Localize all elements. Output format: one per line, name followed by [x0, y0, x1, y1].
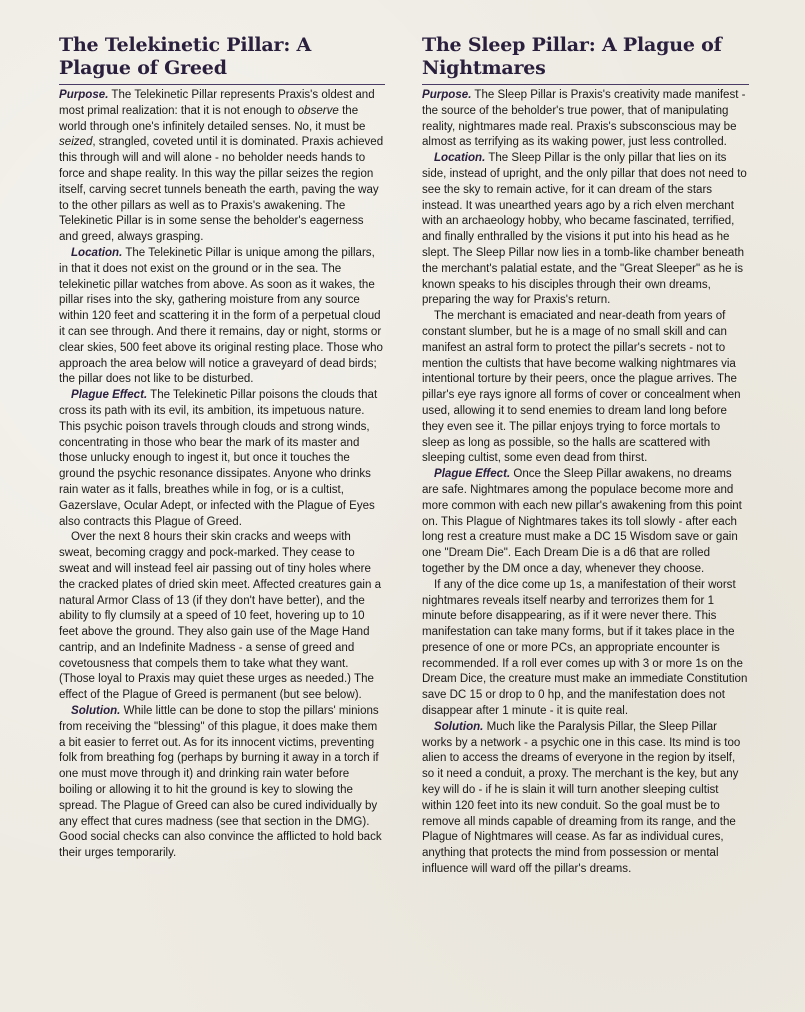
telekinetic-symptoms-paragraph: Over the next 8 hours their skin cracks and weeps with sweat, becoming craggy and pock-marked. They cease to sweat and will instead feel air passing out of tiny holes where the cracked plates of dried skin meet. Affected creatures gain a natural Armor Class of 13 (if they don't have better), and the ability to fly clumsily at a speed of 10 feet, hovering up to 10 feet above the ground. They also gain use of the Mage Hand cantrip, and an Indefinite Madness - a sense of greed and covetousness that compels them to take what they want. (Those loyal to Praxis may quiet these urges as needed.) The effect of the Plague of Greed is permanent (but see below). — [59, 531, 381, 702]
location-label: Location. — [434, 152, 486, 165]
telekinetic-solution-paragraph — [59, 704, 385, 862]
plague-effect-text: Once the Sleep Pillar awakens, no dreams are safe. Nightmares among the populace become more and more common with each new pillar's awakening from this point on. This Plague of Nightmares takes its toll slowly - after each long rest a creature must make a DC 15 Wisdom save or gain one "Dream Die". Each Dream Die is a d6 that are rolled together by the DM once a day, whenever they choose. — [422, 468, 742, 575]
purpose-emphasis-observe: observe — [297, 104, 339, 117]
plague-effect-label: Plague Effect. — [71, 389, 148, 402]
purpose-text: The Sleep Pillar is Praxis's creativity made manifest - the source of the beholder's true power, that of manipulating reality, nightmares made real. Praxis's subsconscious may be almost as terrifying as its waking power, just less controlled. — [422, 89, 746, 149]
sleep-dice-paragraph: If any of the dice come up 1s, a manifestation of their worst nightmares reveals itself nearby and terrorizes them for 1 minute before disappearing, as if it were never there. This manifestation can take many forms, but if it takes place in the presence of one or more PCs, an appropriate encounter is recommended. If a roll ever comes up with 3 or more 1s on the Dream Dice, the creature must make an immediate Constitution save DC 15 or drop to 0 hp, and the manifestation does not disappear after 1 minute - it is quite real. — [422, 578, 748, 718]
purpose-emphasis-seized: seized — [59, 136, 93, 149]
location-text: The Sleep Pillar is the only pillar that lies on its side, instead of upright, and the only pillar that does not need to see the sky to remain active, for it can dream of the stars instead. It was unearthed years ago by a rich elven merchant with an archaeology hobby, who became fascinated, terrified, and finally enthralled by the visions it put into his head as he slept. The Sleep Pillar now lies in a tomb-like chamber beneath the merchant's palatial estate, and the "Great Sleeper" as he is known speaks to his disciples through their own dreams, preparing the way for Praxis's return. — [422, 152, 747, 307]
telekinetic-pillar-heading: The Telekinetic Pillar: A Plague of Greed — [59, 34, 385, 85]
left-column — [59, 34, 385, 862]
solution-text: While little can be done to stop the pillars' minions from receiving the "blessing" of this plague, it does make them a bit easier to ferret out. As for its innocent victims, preventing folk from breathing fog (perhaps by burning it away in a torch if one must move through it) and drinking rain water before boiling or allowing it to hit the ground is key to slowing the spread. The Plague of Greed can also be cured individually by any effect that cures madness (see that section in the DMG). Good social checks can also convince the afflicted to hold back their urges temporarily. — [59, 705, 382, 860]
solution-label: Solution. — [434, 720, 484, 733]
location-text: The Telekinetic Pillar is unique among the pillars, in that it does not exist on the ground or in the sea. The telekinetic pillar watches from above. As soon as it wakes, the pillar rises into the sky, gathering moisture from any source within 120 feet and scattering it in the form of a perpetual cloud it can see through. And there it remains, day or night, storms or clear skies, 500 feet above its original resting place. Those who approach the area below will notice a graveyard of dead birds; the pillar does not like to be disturbed. — [59, 246, 383, 386]
solution-label: Solution. — [71, 705, 121, 718]
purpose-text: The Telekinetic Pillar represents Praxis's oldest and most primal realization: that it is not enough to — [59, 89, 375, 117]
solution-text: Much like the Paralysis Pillar, the Sleep Pillar works by a network - a psychic one in this case. Its mind is too alien to access the dreams of everyone in the region by itself, so it need a conduit, a proxy. The merchant is the key, but any key will do - if he is slain it will turn another sleeping cultist within 120 feet into its new conduit. So the goal must be to remove all minds capable of dreaming from its range, and the Plague of Nightmares will cease. As far as individual cures, anything that protects the mind from possession or mental influence will ward off the pillar's dreams. — [422, 720, 741, 876]
telekinetic-purpose-paragraph — [59, 88, 385, 246]
telekinetic-plague-paragraph — [59, 388, 385, 530]
sleep-solution-paragraph — [422, 720, 749, 878]
telekinetic-location-paragraph — [59, 246, 385, 388]
purpose-text: the world through one's infinitely detailed senses. No, it must be — [59, 104, 366, 133]
purpose-label: Purpose. — [422, 89, 472, 101]
sleep-pillar-heading: The Sleep Pillar: A Plague of Nightmares — [422, 34, 749, 85]
sleep-purpose-paragraph — [422, 88, 749, 151]
right-column — [422, 34, 749, 878]
sleep-plague-paragraph — [422, 467, 749, 578]
plague-effect-label: Plague Effect. — [434, 468, 511, 481]
location-label: Location. — [71, 246, 123, 259]
sleep-location-paragraph — [422, 151, 749, 309]
purpose-label: Purpose. — [59, 89, 109, 101]
plague-effect-text: The Telekinetic Pillar poisons the clouds that cross its path with its evil, its ambition, its impetuous nature. This psychic poison travels through clouds and strong winds, concentrating in those who bear the mark of its master and those unlucky enough to ingest it, but once it touches the ground the psychic resonance dissipates. Anyone who drinks rain water as it falls, breathes while in fog, or is a cultist, Gazerslave, Ocular Adept, or infected with the Plague of Eyes also contracts this Plague of Greed. — [59, 389, 378, 528]
sleep-merchant-paragraph: The merchant is emaciated and near-death from years of constant slumber, but he is a mage of no small skill and can manifest an astral form to protect the pillar's secrets - not to mention the cultists that have become walking nightmares via intentional torture by their peers, once the plague arrives. The pillar's eye rays ignore all forms of cover or concealment when used, allowing it to send enemies to dream land long before they even see it. The pillar enjoys trying to force mortals to sleep as long as possible, so the halls are scattered with sleeping cultist, some even dead from thirst. — [422, 310, 741, 465]
purpose-text: , strangled, coveted until it is dominated. Praxis achieved this through will and will alone - no beholder needs hands to force and shape reality. In this way the pillar seizes the region itself, carving secret tunnels beneath the earth, paving the way to the other pillars as well as to Praxis's awakening. The Telekinetic Pillar is in some sense the beholder's eagerness and greed, always grasping. — [59, 136, 384, 244]
